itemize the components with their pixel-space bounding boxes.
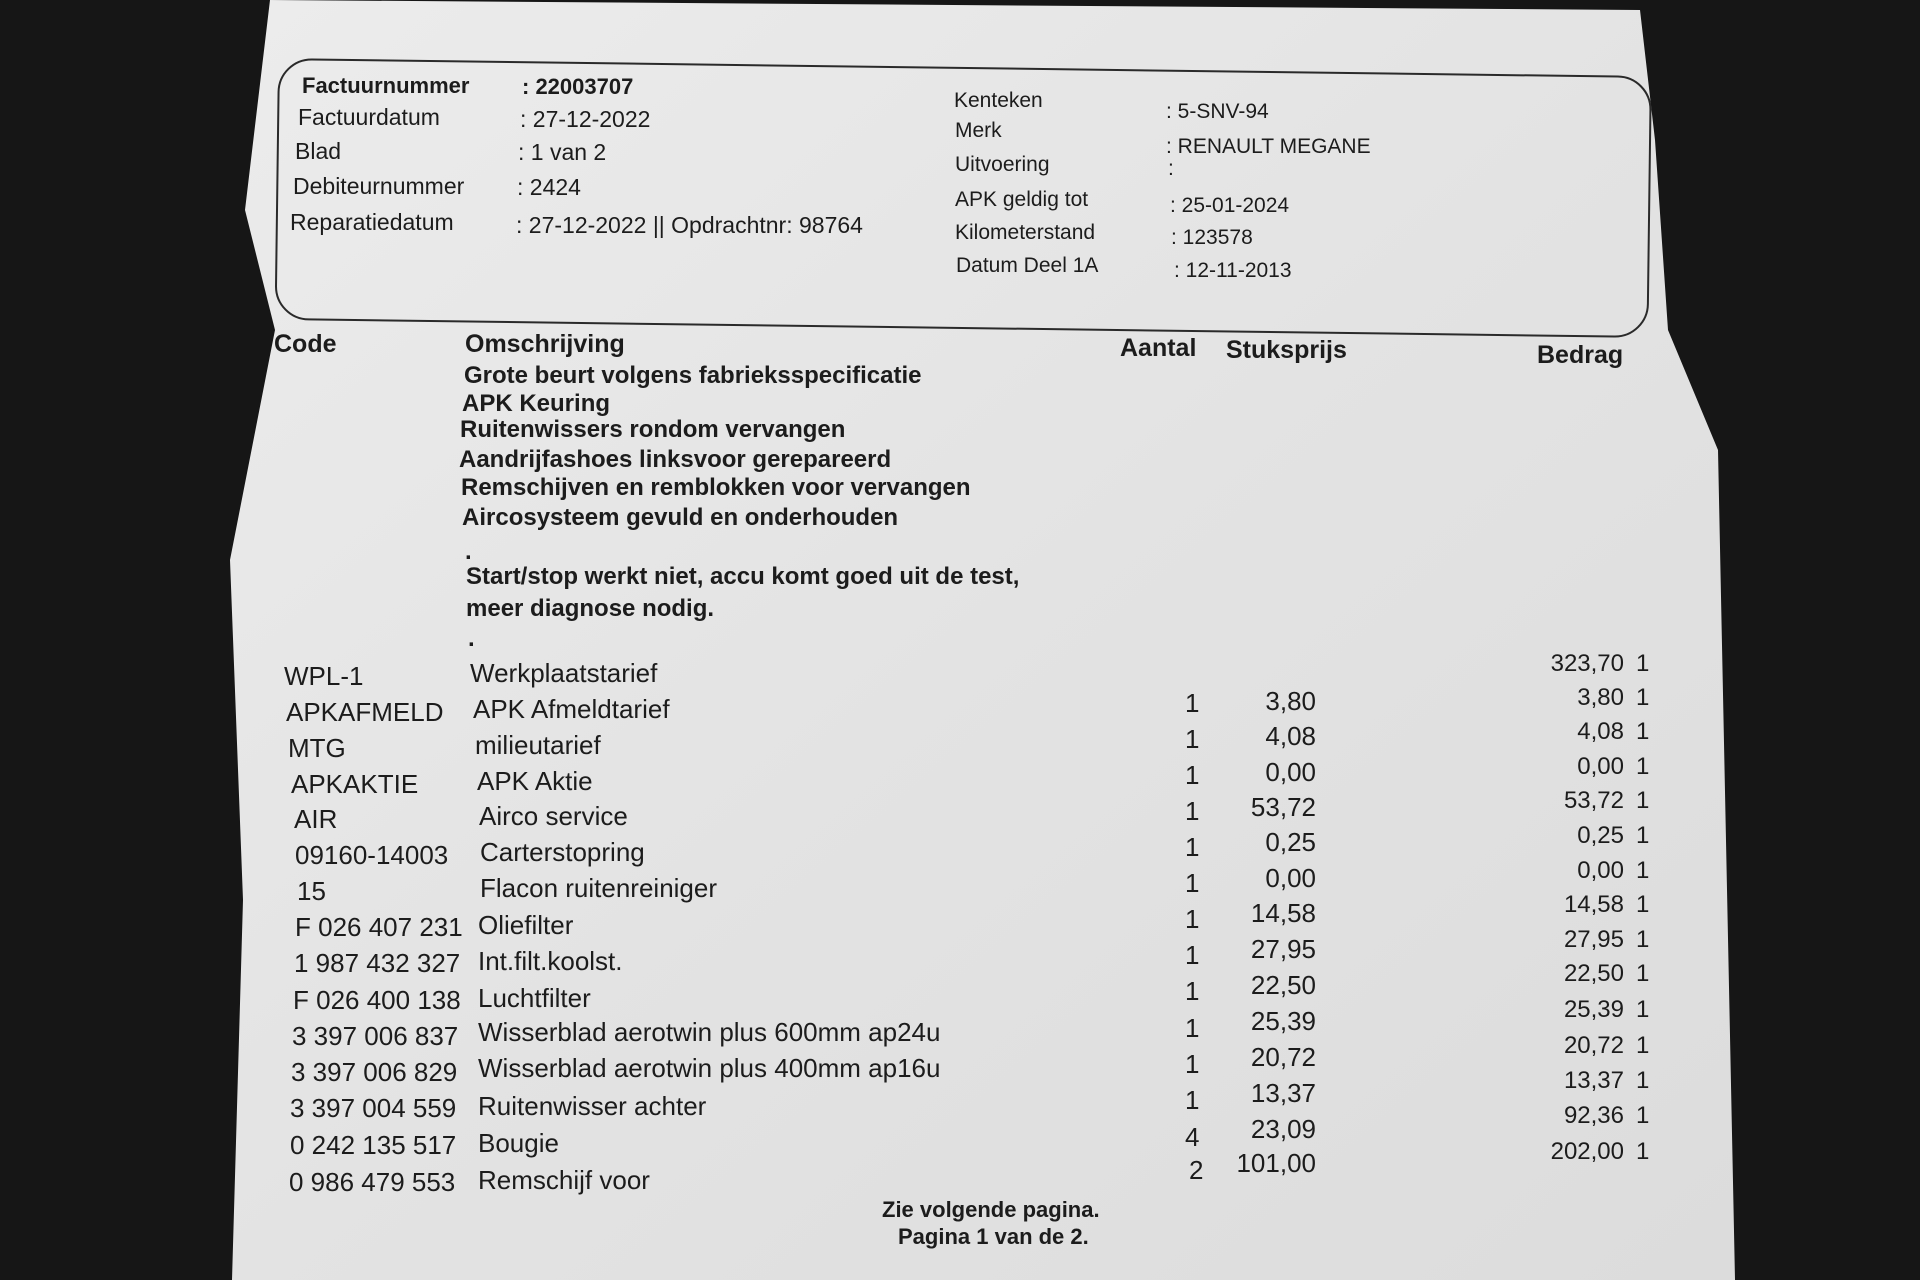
- row-unit-price: 0,00: [1265, 863, 1316, 893]
- merk-value: : RENAULT MEGANE: [1166, 135, 1371, 158]
- row-amount: 20,72: [1563, 1032, 1624, 1059]
- row-amount: 0,00: [1577, 857, 1624, 884]
- uitvoering-value: :: [1168, 157, 1174, 180]
- row-unit-price: 3,80: [1265, 686, 1316, 716]
- row-amount: 53,72: [1563, 787, 1624, 814]
- row-code: AIR: [294, 804, 338, 834]
- kilometerstand-label: Kilometerstand: [955, 221, 1096, 244]
- row-code: 0 242 135 517: [290, 1130, 457, 1160]
- row-quantity: 4: [1185, 1122, 1200, 1152]
- factuurdatum-value: : 27-12-2022: [520, 106, 651, 132]
- footer-page-number: Pagina 1 van de 2.: [898, 1224, 1089, 1249]
- row-quantity: 1: [1185, 796, 1200, 826]
- debiteurnummer-label: Debiteurnummer: [293, 173, 465, 199]
- row-description: Ruitenwisser achter: [478, 1091, 707, 1121]
- row-description: Flacon ruitenreiniger: [480, 873, 718, 903]
- row-quantity: 1: [1185, 976, 1200, 1006]
- row-quantity: 1: [1185, 904, 1200, 934]
- row-code: F 026 400 138: [293, 985, 461, 1015]
- row-unit-price: 4,08: [1265, 721, 1316, 751]
- row-unit-price: 23,09: [1250, 1114, 1316, 1144]
- col-header-stuksprijs: Stuksprijs: [1226, 336, 1347, 364]
- work-line: APK Keuring: [462, 390, 611, 417]
- row-quantity: 1: [1185, 1085, 1200, 1115]
- apk-geldig-value: : 25-01-2024: [1170, 194, 1290, 217]
- row-quantity: 1: [1185, 940, 1200, 970]
- row-amount: 25,39: [1563, 996, 1624, 1023]
- work-line: .: [465, 538, 472, 565]
- factuurnummer-label: Factuurnummer: [302, 73, 470, 98]
- footer-next-page: Zie volgende pagina.: [882, 1197, 1100, 1222]
- row-amount: 202,00: [1550, 1138, 1624, 1165]
- datum-deel1a-value: : 12-11-2013: [1174, 259, 1292, 282]
- row-unit-price: 27,95: [1250, 934, 1316, 964]
- row-vat-code: 1: [1636, 1138, 1650, 1165]
- uitvoering-label: Uitvoering: [955, 153, 1050, 176]
- row-description: Bougie: [478, 1128, 559, 1158]
- apk-geldig-label: APK geldig tot: [955, 188, 1089, 211]
- row-code: 3 397 006 837: [292, 1021, 459, 1051]
- row-unit-price: 0,00: [1265, 757, 1316, 787]
- row-description: Int.filt.koolst.: [478, 946, 623, 976]
- work-line: Aandrijfashoes linksvoor gerepareerd: [459, 446, 892, 473]
- row-unit-price: 13,37: [1250, 1078, 1316, 1108]
- row-vat-code: 1: [1636, 753, 1650, 780]
- col-header-aantal: Aantal: [1120, 334, 1197, 362]
- row-amount: 323,70: [1550, 650, 1624, 677]
- reparatiedatum-label: Reparatiedatum: [290, 209, 454, 235]
- work-line: Remschijven en remblokken voor vervangen: [461, 474, 971, 501]
- row-vat-code: 1: [1636, 1067, 1650, 1094]
- row-vat-code: 1: [1636, 1032, 1650, 1059]
- row-amount: 27,95: [1563, 926, 1624, 953]
- merk-label: Merk: [955, 119, 1002, 142]
- factuurnummer-value: : 22003707: [522, 74, 634, 99]
- work-line: Grote beurt volgens fabrieksspecificatie: [464, 362, 922, 389]
- blad-label: Blad: [295, 138, 342, 164]
- col-header-code: Code: [274, 330, 337, 358]
- kenteken-value: : 5-SNV-94: [1166, 100, 1269, 123]
- row-code: APKAFMELD: [286, 697, 444, 727]
- row-code: 1 987 432 327: [294, 948, 461, 978]
- row-quantity: 1: [1185, 724, 1200, 754]
- row-code: 3 397 004 559: [290, 1093, 457, 1123]
- row-quantity: 1: [1185, 1049, 1200, 1079]
- row-description: Wisserblad aerotwin plus 600mm ap24u: [478, 1017, 941, 1047]
- col-header-bedrag: Bedrag: [1537, 341, 1624, 369]
- row-vat-code: 1: [1636, 996, 1650, 1023]
- row-amount: 22,50: [1563, 960, 1624, 987]
- row-description: APK Aktie: [477, 766, 593, 796]
- row-vat-code: 1: [1636, 857, 1650, 884]
- row-description: Luchtfilter: [478, 983, 591, 1013]
- work-line: Start/stop werkt niet, accu komt goed uit de test,: [466, 563, 1020, 590]
- row-description: milieutarief: [475, 730, 601, 760]
- row-quantity: 1: [1185, 688, 1200, 718]
- row-description: Wisserblad aerotwin plus 400mm ap16u: [478, 1053, 941, 1083]
- row-quantity: 1: [1185, 832, 1200, 862]
- col-header-omschrijving: Omschrijving: [465, 330, 625, 358]
- row-vat-code: 1: [1636, 684, 1650, 711]
- work-line: meer diagnose nodig.: [466, 595, 715, 622]
- row-unit-price: 22,50: [1250, 970, 1316, 1000]
- row-vat-code: 1: [1636, 960, 1650, 987]
- row-code: MTG: [288, 733, 346, 763]
- row-code: 0 986 479 553: [289, 1167, 456, 1197]
- kenteken-label: Kenteken: [954, 89, 1043, 112]
- row-description: Airco service: [479, 801, 628, 831]
- row-amount: 4,08: [1577, 718, 1624, 745]
- row-code: 09160-14003: [295, 840, 449, 870]
- work-line: .: [468, 625, 475, 652]
- blad-value: : 1 van 2: [518, 139, 607, 165]
- row-quantity: 1: [1185, 1013, 1200, 1043]
- row-code: F 026 407 231: [295, 912, 463, 942]
- row-amount: 13,37: [1563, 1067, 1624, 1094]
- debiteurnummer-value: : 2424: [517, 174, 581, 200]
- row-unit-price: 14,58: [1250, 898, 1316, 928]
- row-code: 15: [297, 876, 326, 906]
- row-description: Oliefilter: [478, 910, 574, 940]
- work-line: Ruitenwissers rondom vervangen: [460, 416, 846, 443]
- row-vat-code: 1: [1636, 891, 1650, 918]
- row-description: APK Afmeldtarief: [473, 694, 670, 724]
- row-description: Carterstopring: [480, 837, 645, 867]
- row-unit-price: 20,72: [1250, 1042, 1316, 1072]
- kilometerstand-value: : 123578: [1171, 226, 1253, 249]
- row-vat-code: 1: [1636, 822, 1650, 849]
- row-amount: 0,25: [1577, 822, 1624, 849]
- row-quantity: 2: [1189, 1155, 1204, 1185]
- row-amount: 14,58: [1563, 891, 1624, 918]
- row-unit-price: 101,00: [1236, 1148, 1316, 1178]
- row-amount: 3,80: [1577, 684, 1624, 711]
- factuurdatum-label: Factuurdatum: [298, 104, 440, 130]
- work-line: Aircosysteem gevuld en onderhouden: [462, 504, 899, 531]
- row-amount: 92,36: [1563, 1102, 1624, 1129]
- reparatiedatum-value: : 27-12-2022 || Opdrachtnr: 98764: [516, 212, 863, 238]
- row-quantity: 1: [1185, 760, 1200, 790]
- row-vat-code: 1: [1636, 787, 1650, 814]
- row-quantity: 1: [1185, 868, 1200, 898]
- row-description: Werkplaatstarief: [470, 658, 658, 688]
- row-description: Remschijf voor: [478, 1165, 650, 1195]
- row-vat-code: 1: [1636, 1102, 1650, 1129]
- row-amount: 0,00: [1577, 753, 1624, 780]
- row-unit-price: 0,25: [1265, 827, 1316, 857]
- row-vat-code: 1: [1636, 926, 1650, 953]
- row-unit-price: 25,39: [1250, 1006, 1316, 1036]
- row-code: APKAKTIE: [291, 769, 419, 799]
- row-code: WPL-1: [284, 661, 364, 691]
- datum-deel1a-label: Datum Deel 1A: [956, 254, 1099, 277]
- row-vat-code: 1: [1636, 650, 1650, 677]
- row-unit-price: 53,72: [1250, 792, 1316, 822]
- row-code: 3 397 006 829: [291, 1057, 458, 1087]
- row-vat-code: 1: [1636, 718, 1650, 745]
